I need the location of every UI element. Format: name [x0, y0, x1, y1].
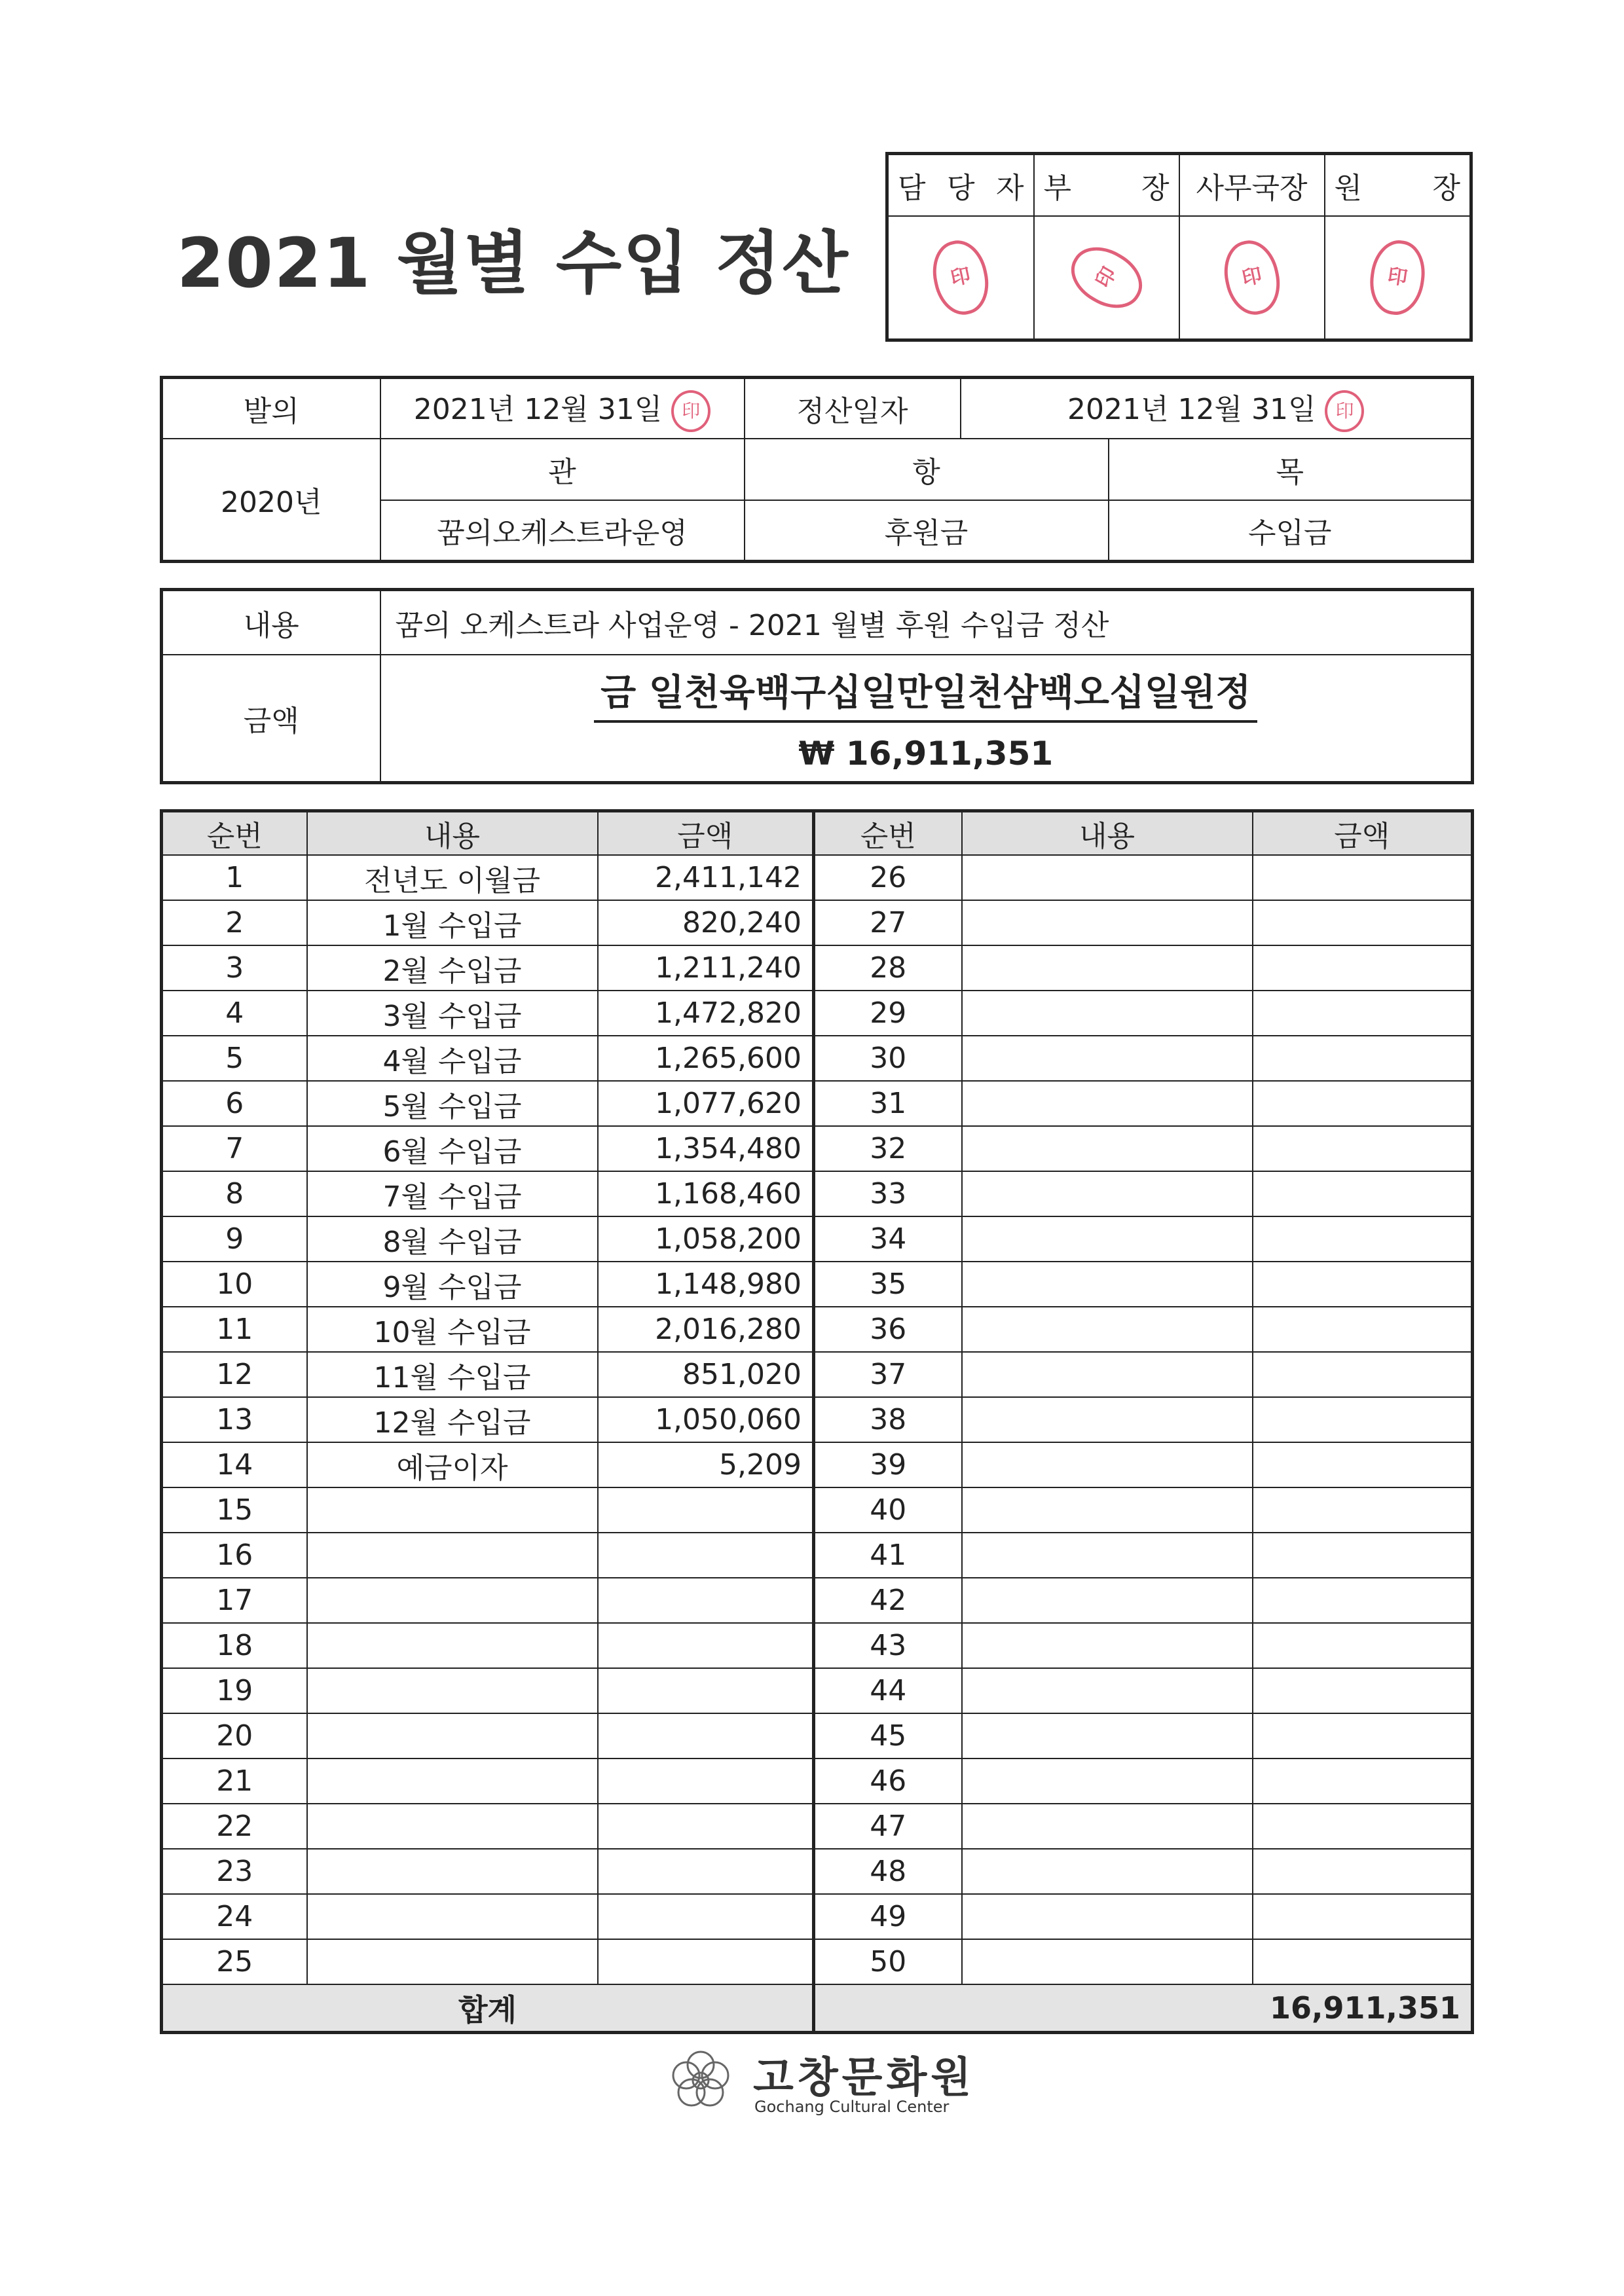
table-row: [162, 1126, 1473, 1171]
document-title: 2021 월별 수입 정산: [177, 223, 849, 303]
approval-role-secretary: 사무국장: [1179, 154, 1325, 217]
row-desc: [962, 1352, 1253, 1397]
amount-cell: [380, 655, 1473, 782]
content-amount-table: [160, 588, 1474, 784]
approval-seal-director: [1325, 216, 1471, 340]
row-desc: [962, 945, 1253, 991]
row-no: 23: [162, 1849, 307, 1894]
row-desc: [307, 1804, 598, 1849]
row-amount: [598, 1713, 814, 1758]
row-no: 2: [162, 900, 307, 945]
row-desc: 전년도 이월금: [307, 855, 598, 900]
row-no: 33: [814, 1171, 962, 1216]
seal-stamp-icon: 印: [1365, 237, 1429, 318]
row-desc: [962, 1578, 1253, 1623]
org-name: 고창문화원: [753, 2054, 976, 2102]
table-row: [162, 1804, 1473, 1849]
row-no: 10: [162, 1262, 307, 1307]
row-desc: [307, 1758, 598, 1804]
table-row: [162, 1352, 1473, 1397]
table-row: [162, 1623, 1473, 1668]
content-text: 꿈의 오케스트라 사업운영 - 2021 월별 후원 수입금 정산: [380, 590, 1473, 655]
row-amount: [1253, 1352, 1473, 1397]
row-desc: 1월 수입금: [307, 900, 598, 945]
table-row: [162, 1307, 1473, 1352]
row-no: 35: [814, 1262, 962, 1307]
row-desc: [307, 1894, 598, 1939]
row-amount: [1253, 1307, 1473, 1352]
row-desc: [962, 1397, 1253, 1442]
row-desc: 11월 수입금: [307, 1352, 598, 1397]
table-row: [162, 900, 1473, 945]
row-no: 21: [162, 1758, 307, 1804]
budget-col1-head: 관: [380, 439, 745, 500]
row-no: 50: [814, 1939, 962, 1984]
row-desc: [962, 1081, 1253, 1126]
row-amount: 1,472,820: [598, 991, 814, 1036]
row-no: 5: [162, 1036, 307, 1081]
row-amount: [598, 1758, 814, 1804]
row-desc: 5월 수입금: [307, 1081, 598, 1126]
row-no: 29: [814, 991, 962, 1036]
row-desc: [962, 1758, 1253, 1804]
row-no: 30: [814, 1036, 962, 1081]
approval-box: [885, 152, 1473, 342]
row-no: 38: [814, 1397, 962, 1442]
approval-seal-manager: [887, 216, 1034, 340]
header-desc-right: 내용: [962, 811, 1253, 856]
table-row: [162, 1533, 1473, 1578]
info-table: [160, 376, 1474, 563]
row-amount: [1253, 1939, 1473, 1984]
row-amount: [1253, 855, 1473, 900]
row-no: 34: [814, 1216, 962, 1262]
row-desc: [962, 1939, 1253, 1984]
header-amount-right: 금액: [1253, 811, 1473, 856]
row-no: 40: [814, 1487, 962, 1533]
row-amount: [1253, 1668, 1473, 1713]
table-row: [162, 1487, 1473, 1533]
row-desc: [307, 1578, 598, 1623]
row-amount: [1253, 1894, 1473, 1939]
table-row: [162, 1849, 1473, 1894]
row-desc: [307, 1533, 598, 1578]
row-desc: [307, 1713, 598, 1758]
row-desc: 9월 수입금: [307, 1262, 598, 1307]
row-amount: [1253, 1713, 1473, 1758]
approval-role-deputy: 부 장: [1034, 154, 1179, 217]
row-amount: [598, 1804, 814, 1849]
row-desc: [962, 1849, 1253, 1894]
row-no: 36: [814, 1307, 962, 1352]
row-amount: 1,058,200: [598, 1216, 814, 1262]
row-no: 1: [162, 855, 307, 900]
row-amount: 1,211,240: [598, 945, 814, 991]
row-amount: [598, 1849, 814, 1894]
settlement-label: 정산일자: [745, 378, 961, 439]
table-row: [162, 1397, 1473, 1442]
row-desc: [962, 1668, 1253, 1713]
row-no: 14: [162, 1442, 307, 1487]
header-desc-left: 내용: [307, 811, 598, 856]
row-no: 26: [814, 855, 962, 900]
row-desc: 2월 수입금: [307, 945, 598, 991]
row-no: 32: [814, 1126, 962, 1171]
row-amount: [598, 1533, 814, 1578]
row-no: 17: [162, 1578, 307, 1623]
row-no: 45: [814, 1713, 962, 1758]
content-label: 내용: [162, 590, 380, 655]
row-amount: [1253, 945, 1473, 991]
row-no: 11: [162, 1307, 307, 1352]
row-amount: [1253, 1216, 1473, 1262]
table-row: [162, 1668, 1473, 1713]
row-desc: [962, 1126, 1253, 1171]
budget-col2-head: 항: [745, 439, 1109, 500]
row-no: 37: [814, 1352, 962, 1397]
row-no: 31: [814, 1081, 962, 1126]
table-row: [162, 1758, 1473, 1804]
budget-col3-value: 수입금: [1109, 500, 1473, 562]
row-amount: [1253, 1623, 1473, 1668]
amount-label: 금액: [162, 655, 380, 782]
flower-logo-icon: [661, 2041, 740, 2120]
seal-stamp-icon: 印: [1061, 236, 1153, 319]
table-row: [162, 1036, 1473, 1081]
row-no: 39: [814, 1442, 962, 1487]
row-desc: [962, 900, 1253, 945]
header-amount-left: 금액: [598, 811, 814, 856]
row-amount: [1253, 1758, 1473, 1804]
budget-col1-value: 꿈의오케스트라운영: [380, 500, 745, 562]
row-desc: 8월 수입금: [307, 1216, 598, 1262]
table-row: [162, 945, 1473, 991]
approval-role-director: 원 장: [1325, 154, 1471, 217]
row-amount: 1,354,480: [598, 1126, 814, 1171]
table-row: [162, 1939, 1473, 1984]
row-desc: 예금이자: [307, 1442, 598, 1487]
table-row: [162, 1262, 1473, 1307]
row-desc: [962, 855, 1253, 900]
table-row: [162, 1894, 1473, 1939]
proposal-date: 2021년 12월 31일 印: [380, 378, 745, 439]
table-row: [162, 1216, 1473, 1262]
org-name-en: Gochang Cultural Center: [754, 2098, 950, 2116]
row-desc: [962, 1216, 1253, 1262]
row-no: 19: [162, 1668, 307, 1713]
row-amount: 5,209: [598, 1442, 814, 1487]
row-amount: [1253, 1442, 1473, 1487]
approval-role-manager: 담 당 자: [887, 154, 1034, 217]
row-no: 13: [162, 1397, 307, 1442]
amount-in-words: 금 일천육백구십일만일천삼백오십일원정: [594, 664, 1257, 723]
row-desc: [962, 1307, 1253, 1352]
row-desc: [962, 1487, 1253, 1533]
row-desc: 10월 수입금: [307, 1307, 598, 1352]
row-no: 44: [814, 1668, 962, 1713]
row-desc: [307, 1487, 598, 1533]
row-desc: [962, 1804, 1253, 1849]
row-no: 25: [162, 1939, 307, 1984]
table-row: [162, 1713, 1473, 1758]
row-no: 49: [814, 1894, 962, 1939]
table-row: [162, 1578, 1473, 1623]
row-amount: 1,168,460: [598, 1171, 814, 1216]
row-no: 28: [814, 945, 962, 991]
row-amount: [1253, 900, 1473, 945]
row-no: 43: [814, 1623, 962, 1668]
row-amount: [1253, 1036, 1473, 1081]
row-desc: [307, 1623, 598, 1668]
row-desc: [962, 1713, 1253, 1758]
row-no: 6: [162, 1081, 307, 1126]
row-desc: [962, 1442, 1253, 1487]
row-amount: [1253, 991, 1473, 1036]
row-amount: [1253, 1804, 1473, 1849]
row-desc: [962, 1262, 1253, 1307]
row-desc: 6월 수입금: [307, 1126, 598, 1171]
row-amount: 1,077,620: [598, 1081, 814, 1126]
proposal-label: 발의: [162, 378, 380, 439]
header-no-right: 순번: [814, 811, 962, 856]
total-label: 합계: [162, 1984, 814, 2033]
row-no: 22: [162, 1804, 307, 1849]
row-no: 8: [162, 1171, 307, 1216]
org-logo: [661, 2041, 976, 2120]
row-no: 42: [814, 1578, 962, 1623]
row-desc: 3월 수입금: [307, 991, 598, 1036]
settlement-date: 2021년 12월 31일 印: [961, 378, 1473, 439]
header-no-left: 순번: [162, 811, 307, 856]
table-row: [162, 1081, 1473, 1126]
row-desc: 12월 수입금: [307, 1397, 598, 1442]
row-amount: [598, 1668, 814, 1713]
row-amount: 851,020: [598, 1352, 814, 1397]
row-desc: 7월 수입금: [307, 1171, 598, 1216]
row-no: 4: [162, 991, 307, 1036]
row-amount: [598, 1487, 814, 1533]
row-desc: [307, 1668, 598, 1713]
row-no: 48: [814, 1849, 962, 1894]
row-amount: [1253, 1533, 1473, 1578]
row-no: 12: [162, 1352, 307, 1397]
budget-col3-head: 목: [1109, 439, 1473, 500]
row-desc: [962, 1171, 1253, 1216]
row-amount: [598, 1578, 814, 1623]
amount-in-figures: ₩ 16,911,351: [798, 735, 1054, 773]
row-amount: [1253, 1262, 1473, 1307]
row-amount: 2,411,142: [598, 855, 814, 900]
seal-stamp-icon: 印: [1325, 390, 1364, 432]
approval-seal-secretary: [1179, 216, 1325, 340]
row-amount: [1253, 1578, 1473, 1623]
row-no: 9: [162, 1216, 307, 1262]
row-amount: [598, 1939, 814, 1984]
row-desc: [307, 1939, 598, 1984]
row-desc: [962, 1894, 1253, 1939]
approval-seal-deputy: [1034, 216, 1179, 340]
total-value: 16,911,351: [814, 1984, 1473, 2033]
row-amount: [1253, 1081, 1473, 1126]
row-no: 24: [162, 1894, 307, 1939]
row-desc: [962, 1533, 1253, 1578]
budget-year: 2020년: [162, 439, 380, 561]
row-amount: 1,265,600: [598, 1036, 814, 1081]
row-amount: [1253, 1126, 1473, 1171]
row-amount: 1,148,980: [598, 1262, 814, 1307]
ledger-table: [160, 809, 1474, 2034]
row-amount: [1253, 1487, 1473, 1533]
row-no: 27: [814, 900, 962, 945]
row-no: 3: [162, 945, 307, 991]
row-no: 20: [162, 1713, 307, 1758]
table-row: [162, 1442, 1473, 1487]
row-no: 7: [162, 1126, 307, 1171]
budget-col2-value: 후원금: [745, 500, 1109, 562]
row-amount: [1253, 1171, 1473, 1216]
row-amount: 1,050,060: [598, 1397, 814, 1442]
row-desc: 4월 수입금: [307, 1036, 598, 1081]
row-amount: 2,016,280: [598, 1307, 814, 1352]
row-no: 47: [814, 1804, 962, 1849]
total-row: [162, 1984, 1473, 2033]
row-desc: [307, 1849, 598, 1894]
row-no: 46: [814, 1758, 962, 1804]
row-amount: [1253, 1849, 1473, 1894]
row-no: 16: [162, 1533, 307, 1578]
row-desc: [962, 1036, 1253, 1081]
row-no: 15: [162, 1487, 307, 1533]
table-row: [162, 991, 1473, 1036]
row-desc: [962, 991, 1253, 1036]
row-amount: [598, 1623, 814, 1668]
seal-stamp-icon: 印: [927, 236, 995, 320]
seal-stamp-icon: 印: [1218, 236, 1286, 320]
row-no: 18: [162, 1623, 307, 1668]
row-amount: [598, 1894, 814, 1939]
row-amount: 820,240: [598, 900, 814, 945]
row-desc: [962, 1623, 1253, 1668]
table-row: [162, 855, 1473, 900]
table-row: [162, 1171, 1473, 1216]
row-no: 41: [814, 1533, 962, 1578]
row-amount: [1253, 1397, 1473, 1442]
seal-stamp-icon: 印: [671, 390, 710, 432]
